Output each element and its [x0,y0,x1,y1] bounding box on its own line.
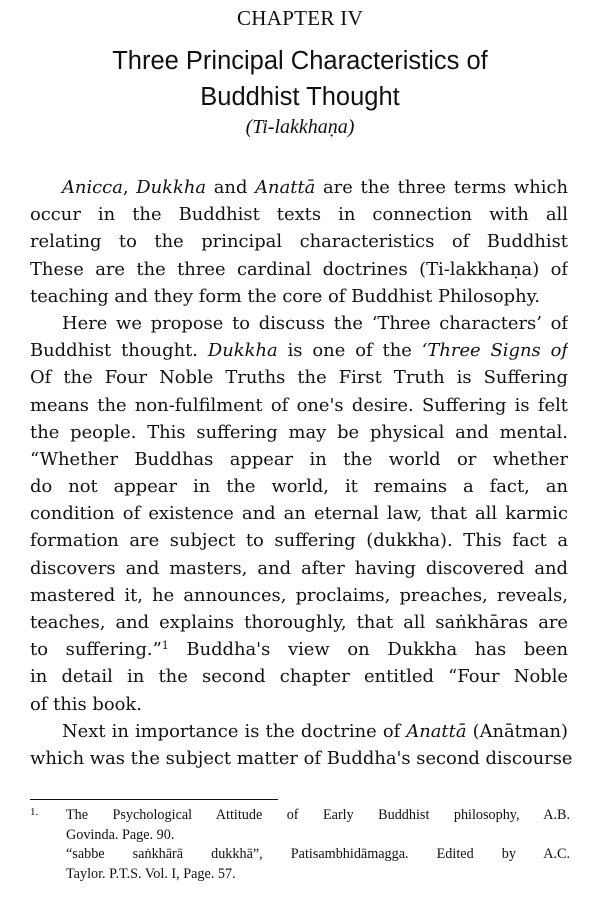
text-line: the people. This suffering may be physical and mental. [30,421,568,443]
text-line: to suffering.”$^1$ Buddha's view on Dukkha has been [30,639,568,661]
text-line: These are the three cardinal doctrines (Ti-lakkhaṇa) of [30,258,568,280]
text-line: of this book. [30,693,142,715]
text-line: occur in the Buddhist texts in connection with all [30,204,568,226]
text-line: “Whether Buddhas appear in the world or whether [30,448,568,470]
text-line: Of the Four Noble Truths the First Truth is Suffering [30,367,568,389]
footnote-rule [30,799,278,800]
chapter-heading: CHAPTER IV [236,6,364,30]
footnote-line: Taylor. P.T.S. Vol. I, Page. 57. [66,865,236,882]
italic-term: Dukkha [136,177,207,198]
italic-term: Anattā [255,177,316,198]
text-line: which was the subject matter of Buddha's second discourse [30,747,573,769]
text-line: Buddhist thought. Dukkha is one of the ‘Three Signs of [30,337,568,364]
body-text [30,174,573,772]
italic-term: Anattā [406,720,467,742]
text-line: formation are subject to suffering (dukkha). This fact a [30,530,568,552]
footnote [30,806,570,884]
text-line: teaching and they form the core of Buddhist Philosophy. [30,285,541,307]
paragraph [30,174,568,310]
chapter-title-line-1: Three Principal Characteristics of [112,47,488,75]
text-line: Here we propose to discuss the ‘Three characters’ of [62,312,568,334]
text-line: do not appear in the world, it remains a fact, an [30,476,568,498]
chapter-title-line-2: Buddhist Thought [200,83,400,111]
italic-term: Anicca [62,177,123,198]
text-line: in detail in the second chapter entitled “Four Noble [30,666,568,688]
text-line: teaches, and explains thoroughly, that all saṅkhāras are [30,612,568,633]
text-line: relating to the principal characteristics of Buddhist [30,231,568,253]
text-line: condition of existence and an eternal law, that all karmic [30,503,568,525]
italic-term: ‘Three Signs of [421,340,568,362]
footnote-line: Govinda. Page. 90. [66,826,175,843]
text-line: Next in importance is the doctrine of Anattā (Anātman) [62,720,568,742]
footnote-marker: 1. [30,806,39,818]
footnotes [30,806,570,884]
text-line: Anicca, Dukkha and Anattā are the three terms which [62,177,568,198]
text-line: mastered it, he announces, proclaims, preaches, reveals, [30,584,568,606]
paragraph [30,310,568,718]
text-line: discovers and masters, and after having discovered and [30,557,568,579]
paragraph [30,718,573,772]
text-line: means the non-fulfilment of one's desire. Suffering is felt [30,394,568,416]
italic-term: Dukkha [207,340,278,362]
footnote-line: The Psychological Attitude of Early Buddhist philosophy, A.B. [66,807,570,823]
footnote-line: “sabbe saṅkhārā dukkhā”, Patisambhidāmagga. Edited by A.C. [66,846,570,863]
chapter-subtitle: (Ti-lakkhaṇa) [245,116,355,138]
footnote-ref: 1 [161,639,169,653]
